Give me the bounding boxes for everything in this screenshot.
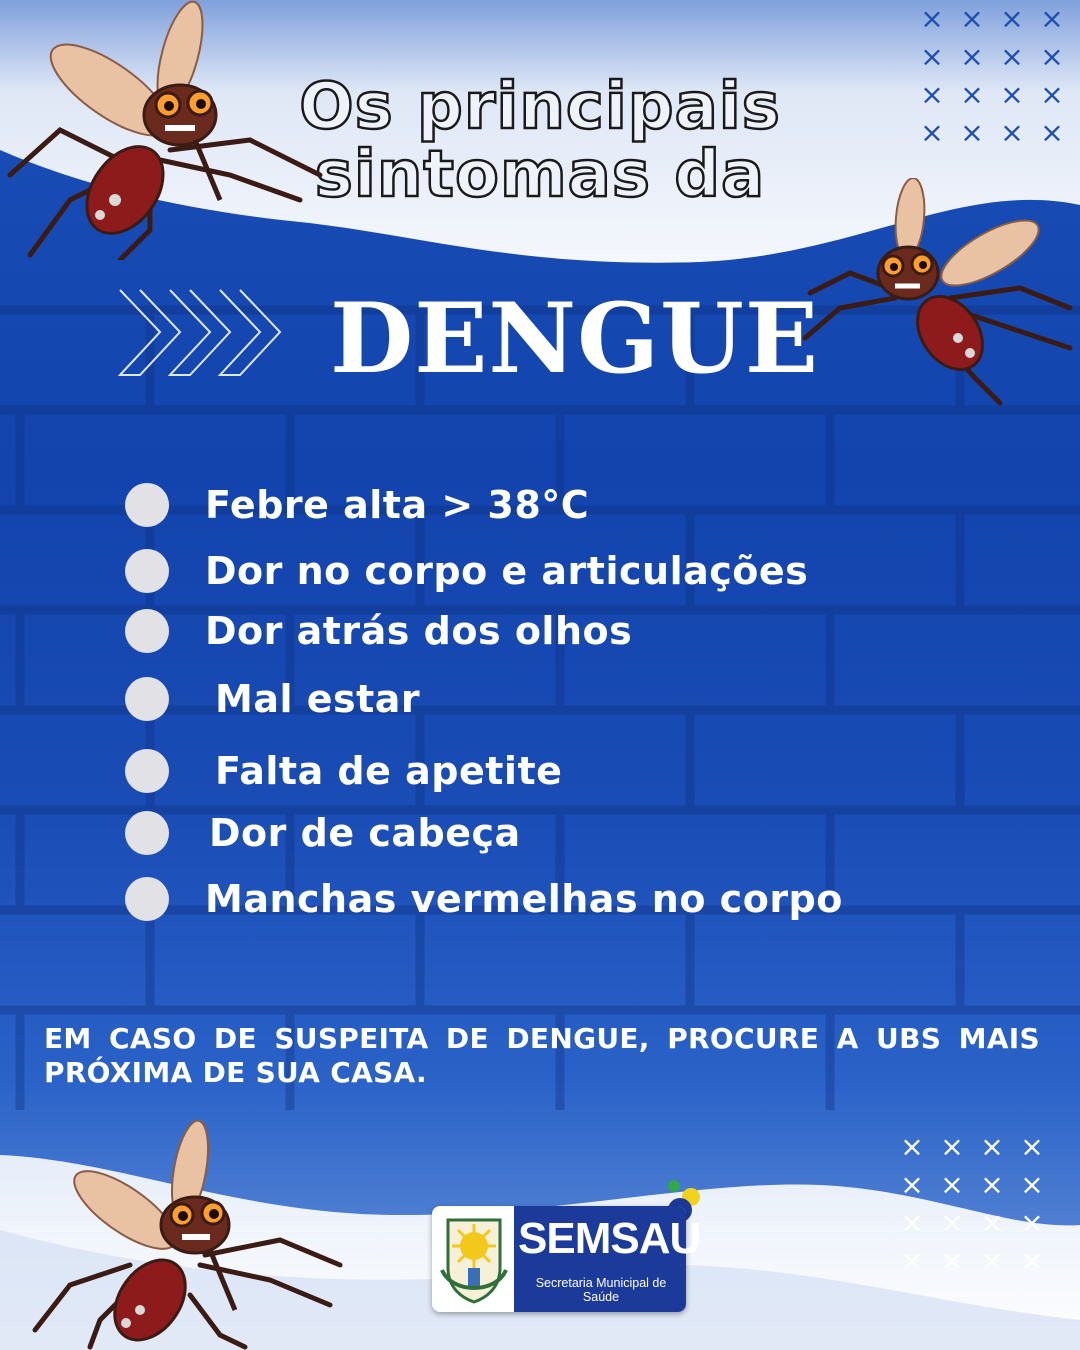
- cross-mark-icon: ×: [1000, 78, 1024, 111]
- cross-mark-icon: ×: [1000, 2, 1024, 35]
- cross-mark-icon: ×: [920, 116, 944, 149]
- cross-mark-icon: ×: [900, 1244, 924, 1277]
- cross-mark-icon: ×: [940, 1130, 964, 1163]
- cross-mark-icon: ×: [1040, 78, 1064, 111]
- cross-mark-icon: ×: [960, 2, 984, 35]
- cross-mark-icon: ×: [1020, 1168, 1044, 1201]
- cross-mark-icon: ×: [980, 1168, 1004, 1201]
- title-line-2: sintomas da: [314, 138, 766, 212]
- list-item: [125, 606, 632, 656]
- logo-bubble: [668, 1180, 680, 1192]
- cross-mark-icon: ×: [980, 1206, 1004, 1239]
- symptom-text: Falta de apetite: [215, 749, 563, 793]
- cross-mark-icon: ×: [920, 40, 944, 73]
- mosquito-icon: [800, 178, 1080, 408]
- cross-mark-icon: ×: [1040, 2, 1064, 35]
- bullet-icon: [125, 811, 169, 855]
- bullet-icon: [125, 749, 169, 793]
- cross-pattern-icon: [892, 1128, 1052, 1280]
- chevron-arrows-icon: [115, 285, 305, 380]
- symptom-text: Dor atrás dos olhos: [205, 609, 633, 653]
- cross-mark-icon: ×: [1020, 1130, 1044, 1163]
- cross-mark-icon: ×: [1040, 116, 1064, 149]
- cross-mark-icon: ×: [1020, 1244, 1044, 1277]
- title-line-1: Os principais: [299, 70, 781, 144]
- cross-mark-icon: ×: [920, 2, 944, 35]
- bullet-icon: [125, 677, 169, 721]
- cross-mark-icon: ×: [1000, 116, 1024, 149]
- list-item: [125, 746, 562, 796]
- cross-mark-icon: ×: [960, 116, 984, 149]
- cross-mark-icon: ×: [960, 78, 984, 111]
- cross-mark-icon: ×: [940, 1168, 964, 1201]
- cross-mark-icon: ×: [900, 1206, 924, 1239]
- cross-mark-icon: ×: [1000, 40, 1024, 73]
- symptom-text: Febre alta > 38°C: [205, 483, 590, 527]
- dengue-heading: DENGUE: [330, 282, 820, 395]
- bullet-icon: [125, 877, 169, 921]
- mosquito-icon: [30, 1115, 350, 1350]
- notice-text: EM CASO DE SUSPEITA DE DENGUE, PROCURE A UBS MAIS PRÓXIMA DE SUA CASA.: [44, 1022, 1040, 1089]
- list-item: [125, 480, 589, 530]
- bullet-icon: [125, 549, 169, 593]
- bullet-icon: [125, 609, 169, 653]
- list-item: [125, 674, 420, 724]
- cross-mark-icon: ×: [900, 1130, 924, 1163]
- cross-mark-icon: ×: [980, 1130, 1004, 1163]
- logo-subtitle: Secretaria Municipal de Saúde: [535, 1276, 667, 1304]
- cross-mark-icon: ×: [1020, 1206, 1044, 1239]
- symptom-text: Dor de cabeça: [209, 811, 521, 855]
- logo-name: SEMSAU: [518, 1214, 701, 1263]
- cross-mark-icon: ×: [940, 1244, 964, 1277]
- list-item: [125, 546, 808, 596]
- list-item: [125, 874, 843, 924]
- municipal-crest-icon: [438, 1210, 510, 1306]
- bullet-icon: [125, 483, 169, 527]
- cross-mark-icon: ×: [900, 1168, 924, 1201]
- symptom-text: Mal estar: [215, 677, 421, 721]
- cross-mark-icon: ×: [940, 1206, 964, 1239]
- cross-mark-icon: ×: [980, 1244, 1004, 1277]
- semsau-logo: [432, 1178, 704, 1314]
- mosquito-icon: [0, 0, 340, 260]
- cross-mark-icon: ×: [1040, 40, 1064, 73]
- symptom-text: Manchas vermelhas no corpo: [205, 877, 843, 921]
- list-item: [125, 808, 521, 858]
- cross-mark-icon: ×: [960, 40, 984, 73]
- symptom-text: Dor no corpo e articulações: [205, 549, 809, 593]
- cross-mark-icon: ×: [920, 78, 944, 111]
